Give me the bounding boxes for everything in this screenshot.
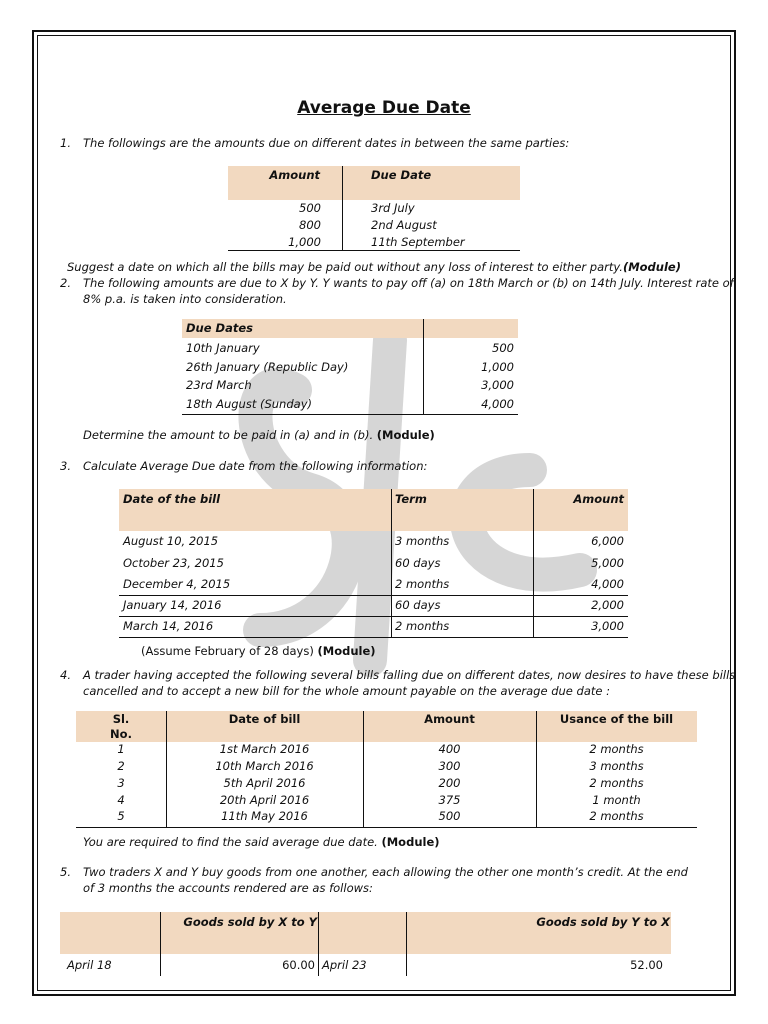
q4-row-date: 5th April 2016 <box>223 776 306 790</box>
q1-row-date: 2nd August <box>371 218 437 232</box>
q2-row-date: 10th January <box>186 341 260 355</box>
q1-header-due-date: Due Date <box>371 168 432 182</box>
q5-table-divider <box>406 912 407 976</box>
q1-suggest: Suggest a date on which all the bills may be paid out without any loss of interest to either party.(Module) <box>67 260 681 274</box>
q5-text-line1: Two traders X and Y buy goods from one another, each allowing the other one month’s credit. At the end <box>83 865 688 879</box>
q1-row-amount: 500 <box>299 201 321 215</box>
q5-header-x-to-y: Goods sold by X to Y <box>183 915 317 929</box>
q4-row-date: 11th May 2016 <box>221 809 308 823</box>
q3-row-date: August 10, 2015 <box>123 534 219 548</box>
q1-row-date: 11th September <box>371 235 465 249</box>
q3-table-divider-1 <box>391 489 392 637</box>
q3-table-divider-2 <box>533 489 534 637</box>
q2-table-bottom-rule <box>182 414 518 415</box>
q3-table-bottom-rule <box>119 637 628 638</box>
q2-row-amount: 1,000 <box>481 360 514 374</box>
q4-required: You are required to find the said average due date. (Module) <box>83 835 440 849</box>
q4-row-sl: 5 <box>117 809 125 823</box>
q4-row-amount: 200 <box>438 776 461 790</box>
q4-row-sl: 3 <box>117 776 125 790</box>
q4-row-usance: 3 months <box>589 759 644 773</box>
q3-row-date: October 23, 2015 <box>123 556 224 570</box>
q3-row-amount: 4,000 <box>591 577 624 591</box>
q4-row-sl: 2 <box>117 759 125 773</box>
q2-table-divider <box>423 319 424 414</box>
q4-row-usance: 2 months <box>589 742 644 756</box>
q4-header-amount: Amount <box>424 712 475 726</box>
q5-text-line2: of 3 months the accounts rendered are as follows: <box>83 881 373 895</box>
q3-row-amount: 3,000 <box>591 619 624 633</box>
q3-row-date: March 14, 2016 <box>123 619 214 633</box>
q2-text-line1: The following amounts are due to X by Y. Y wants to pay off (a) on 18th March or (b) on 14th July. Interest rate of <box>83 276 734 290</box>
q4-text-line1: A trader having accepted the following several bills falling due on different dates, now desires to have these bills <box>83 668 736 682</box>
q4-table-bottom-rule <box>76 827 697 828</box>
q2-row-amount: 3,000 <box>481 378 514 392</box>
q4-row-amount: 500 <box>438 809 461 823</box>
q3-row-amount: 5,000 <box>591 556 624 570</box>
q4-row-amount: 375 <box>438 793 461 807</box>
q4-row-usance: 1 month <box>592 793 641 807</box>
q4-row-date: 20th April 2016 <box>219 793 310 807</box>
q3-table-rule <box>119 616 628 617</box>
q3-row-amount: 2,000 <box>591 598 624 612</box>
q2-row-amount: 4,000 <box>481 397 514 411</box>
q4-header-sl: Sl. <box>112 712 130 726</box>
q1-table-divider <box>342 166 343 250</box>
q2-row-date: 18th August (Sunday) <box>186 397 312 411</box>
q1-row-amount: 1,000 <box>288 235 321 249</box>
q1-row-amount: 800 <box>299 218 321 232</box>
q3-header-term: Term <box>395 492 427 506</box>
q3-row-date: December 4, 2015 <box>123 577 231 591</box>
q3-row-term: 2 months <box>395 577 450 591</box>
q5-row-amount-1: 60.00 <box>282 958 315 972</box>
q5-row-amount-2: 52.00 <box>630 958 663 972</box>
q4-row-amount: 400 <box>438 742 461 756</box>
q5-header-y-to-x: Goods sold by Y to X <box>536 915 670 929</box>
q4-row-usance: 2 months <box>589 776 644 790</box>
q4-row-date: 10th March 2016 <box>215 759 314 773</box>
q5-row-date-1: April 18 <box>67 958 112 972</box>
q2-number: 2. <box>60 276 71 290</box>
q3-row-term: 60 days <box>395 598 441 612</box>
q1-text: The followings are the amounts due on different dates in between the same parties: <box>83 136 570 150</box>
q4-row-amount: 300 <box>438 759 461 773</box>
q3-header-date: Date of the bill <box>123 492 221 506</box>
q3-row-term: 60 days <box>395 556 441 570</box>
q5-table-divider <box>318 912 319 976</box>
q5-number: 5. <box>60 865 71 879</box>
q3-row-date: January 14, 2016 <box>123 598 222 612</box>
q5-table-divider <box>160 912 161 976</box>
q1-header-amount: Amount <box>269 168 320 182</box>
q3-table-rule <box>119 595 628 596</box>
q3-number: 3. <box>60 459 71 473</box>
q2-text-line2: 8% p.a. is taken into consideration. <box>83 292 287 306</box>
q3-header-amount: Amount <box>573 492 624 506</box>
q3-assume: (Assume February of 28 days) (Module) <box>141 644 376 658</box>
page-title: Average Due Date <box>297 98 471 118</box>
q4-header-date: Date of bill <box>228 712 301 726</box>
q1-row-date: 3rd July <box>371 201 415 215</box>
q3-row-term: 2 months <box>395 619 450 633</box>
q4-text-line2: cancelled and to accept a new bill for the whole amount payable on the average due date : <box>83 684 610 698</box>
q2-row-date: 23rd March <box>186 378 252 392</box>
q4-row-usance: 2 months <box>589 809 644 823</box>
q4-header-no: No. <box>110 727 132 741</box>
q3-row-term: 3 months <box>395 534 450 548</box>
q4-number: 4. <box>60 668 71 682</box>
q4-header-usance: Usance of the bill <box>559 712 674 726</box>
q2-header-due-dates: Due Dates <box>186 321 253 335</box>
q2-row-date: 26th January (Republic Day) <box>186 360 349 374</box>
q3-text: Calculate Average Due date from the following information: <box>83 459 428 473</box>
q5-row-date-2: April 23 <box>322 958 367 972</box>
q4-row-date: 1st March 2016 <box>219 742 310 756</box>
q1-table-bottom-rule <box>228 250 520 251</box>
q1-number: 1. <box>60 136 71 150</box>
q4-row-sl: 4 <box>117 793 125 807</box>
q4-row-sl: 1 <box>117 742 125 756</box>
q2-determine: Determine the amount to be paid in (a) and in (b). (Module) <box>83 428 435 442</box>
q2-row-amount: 500 <box>492 341 514 355</box>
q3-row-amount: 6,000 <box>591 534 624 548</box>
